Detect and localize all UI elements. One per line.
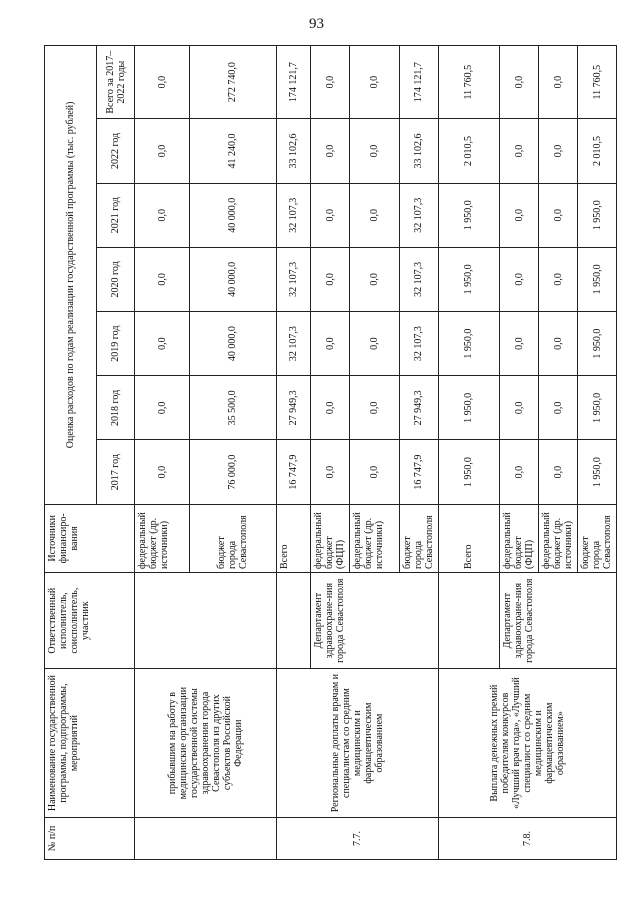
value-cell: 16 747,9 (276, 440, 311, 504)
year-header: 2019 год (97, 312, 135, 376)
value-cell: 32 107,3 (276, 247, 311, 311)
total-cell: 11 760,5 (438, 46, 500, 119)
value-cell: 0,0 (311, 119, 350, 183)
funding-source: федеральный бюджет (ФЦП) (500, 504, 539, 572)
value-cell: 0,0 (500, 440, 539, 504)
total-cell: 0,0 (311, 46, 350, 119)
header-responsible: Ответственный исполнитель, соисполнитель, участник (45, 572, 135, 668)
funding-source: Всего (276, 504, 311, 572)
value-cell: 0,0 (311, 440, 350, 504)
value-cell: 0,0 (539, 247, 578, 311)
table-row (438, 46, 500, 860)
total-header: Всего за 2017–2022 годы (97, 46, 135, 119)
funding-source: бюджет города Севастополя (578, 504, 617, 572)
value-cell: 0,0 (311, 247, 350, 311)
value-cell: 40 000,0 (190, 247, 276, 311)
value-cell: 1 950,0 (578, 312, 617, 376)
responsible-department: Департамент здравоохране-ния города Севастополя (311, 572, 438, 668)
value-cell: 1 950,0 (578, 183, 617, 247)
value-cell: 0,0 (539, 119, 578, 183)
header-source: Источники финансиро-вания (45, 504, 135, 572)
value-cell: 76 000,0 (190, 440, 276, 504)
total-cell: 174 121,7 (399, 46, 438, 119)
funding-source: бюджет города Севастополя (190, 504, 276, 572)
responsible-department: Департамент здравоохране-ния города Севастополя (500, 572, 617, 668)
funding-source: Всего (438, 504, 500, 572)
value-cell: 1 950,0 (438, 440, 500, 504)
value-cell: 0,0 (350, 119, 399, 183)
value-cell: 16 747,9 (399, 440, 438, 504)
value-cell: 1 950,0 (438, 247, 500, 311)
value-cell: 1 950,0 (578, 247, 617, 311)
value-cell: 1 950,0 (438, 183, 500, 247)
value-cell: 33 102,6 (399, 119, 438, 183)
funding-source: федеральный бюджет (др. источники) (135, 504, 190, 572)
table-row (135, 46, 190, 860)
value-cell: 33 102,6 (276, 119, 311, 183)
value-cell: 0,0 (135, 247, 190, 311)
responsible-cell (276, 572, 311, 668)
value-cell: 0,0 (311, 183, 350, 247)
header-name: Наименование государственной программы, подпрограммы, мероприятий (45, 669, 135, 818)
total-cell: 0,0 (350, 46, 399, 119)
total-cell: 0,0 (500, 46, 539, 119)
value-cell: 0,0 (135, 312, 190, 376)
item-name: прибывшим на работу в медицинские организации государственной системы здравоохранения города Севастополя из других субъектов Российской Федерации (135, 669, 277, 818)
value-cell: 0,0 (350, 440, 399, 504)
item-name: Выплата денежных премий победителям конкурсов «Лучший врач года», «Лучший специалист со средним медицинским и фармацевтическим образованием» (438, 669, 616, 818)
funding-source: федеральный бюджет (ФЦП) (311, 504, 350, 572)
value-cell: 0,0 (500, 247, 539, 311)
value-cell: 0,0 (311, 376, 350, 440)
total-cell: 272 740,0 (190, 46, 276, 119)
value-cell: 2 010,5 (578, 119, 617, 183)
value-cell: 27 949,3 (276, 376, 311, 440)
value-cell: 0,0 (500, 183, 539, 247)
year-header: 2017 год (97, 440, 135, 504)
value-cell: 27 949,3 (399, 376, 438, 440)
row-number: 7.8. (438, 817, 616, 859)
row-number: 7.7. (276, 817, 438, 859)
header-estimate: Оценка расходов по годам реализации государственной программы (тыс. рублей) (45, 46, 97, 505)
value-cell: 0,0 (500, 312, 539, 376)
funding-source: федеральный бюджет (др. источники) (539, 504, 578, 572)
value-cell: 1 950,0 (438, 376, 500, 440)
value-cell: 0,0 (350, 247, 399, 311)
value-cell: 0,0 (135, 183, 190, 247)
value-cell: 0,0 (135, 376, 190, 440)
value-cell: 32 107,3 (276, 183, 311, 247)
value-cell: 0,0 (539, 312, 578, 376)
total-cell: 0,0 (135, 46, 190, 119)
responsible-cell (135, 572, 277, 668)
page-number: 93 (309, 16, 324, 32)
value-cell: 0,0 (539, 440, 578, 504)
value-cell: 0,0 (350, 183, 399, 247)
year-header: 2018 год (97, 376, 135, 440)
value-cell: 0,0 (135, 440, 190, 504)
value-cell: 0,0 (311, 312, 350, 376)
value-cell: 32 107,3 (399, 247, 438, 311)
funding-source: бюджет города Севастополя (399, 504, 438, 572)
value-cell: 0,0 (135, 119, 190, 183)
value-cell: 0,0 (350, 376, 399, 440)
value-cell: 40 000,0 (190, 183, 276, 247)
table-rotation-frame (44, 45, 617, 860)
value-cell: 0,0 (350, 312, 399, 376)
value-cell: 2 010,5 (438, 119, 500, 183)
value-cell: 32 107,3 (399, 183, 438, 247)
year-header: 2021 год (97, 183, 135, 247)
total-cell: 174 121,7 (276, 46, 311, 119)
rotated-table-container (44, 45, 617, 860)
value-cell: 41 240,0 (190, 119, 276, 183)
value-cell: 1 950,0 (578, 440, 617, 504)
value-cell: 35 500,0 (190, 376, 276, 440)
value-cell: 0,0 (539, 183, 578, 247)
total-cell: 11 760,5 (578, 46, 617, 119)
item-name: Региональные доплаты врачам и специалистам со средним медицинским и фармацевтическим образованием (276, 669, 438, 818)
table-row (276, 46, 311, 860)
value-cell: 1 950,0 (438, 312, 500, 376)
responsible-cell (438, 572, 500, 668)
value-cell: 0,0 (500, 376, 539, 440)
row-number (135, 817, 277, 859)
year-header: 2022 год (97, 119, 135, 183)
header-no: № п/п (45, 817, 135, 859)
value-cell: 0,0 (500, 119, 539, 183)
value-cell: 32 107,3 (276, 312, 311, 376)
value-cell: 0,0 (539, 376, 578, 440)
funding-source: федеральный бюджет (др. источники) (350, 504, 399, 572)
value-cell: 32 107,3 (399, 312, 438, 376)
value-cell: 1 950,0 (578, 376, 617, 440)
value-cell: 40 000,0 (190, 312, 276, 376)
budget-table (44, 45, 617, 860)
year-header: 2020 год (97, 247, 135, 311)
total-cell: 0,0 (539, 46, 578, 119)
